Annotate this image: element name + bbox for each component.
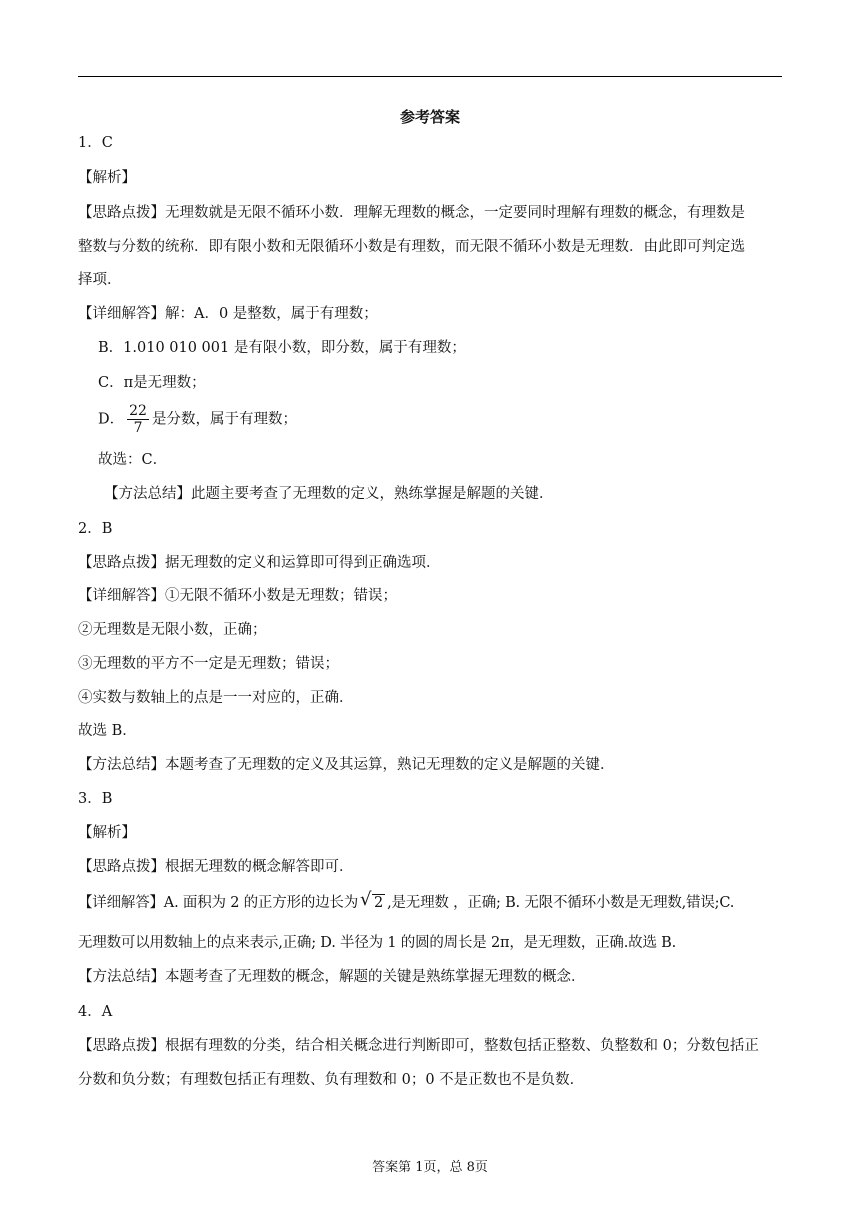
analysis-label: 【解析】 [78,170,136,186]
option-d-text: 是分数，属于有理数； [151,411,297,428]
text-line: 故选：C． [98,452,168,468]
fraction-denominator: 7 [133,420,143,436]
sqrt-radicand: 2 [374,895,384,911]
text-line: ④实数与数轴上的点是一一对应的，正确． [78,690,354,706]
option-d-line [98,403,297,436]
text-line: ③无理数的平方不一定是无理数；错误； [78,656,339,672]
text-line: 无理数可以用数轴上的点来表示,正确; D. 半径为 1 的圆的周长是 2π，是无理数，正确.故选 B. [78,935,677,951]
text-line: B．1.010 010 001 是有限小数，即分数，属于有理数； [98,340,466,356]
text-line: 择项． [78,272,122,288]
fraction-numerator: 22 [129,403,147,419]
text-line: 【方法总结】此题主要考查了无理数的定义，熟练掌握是解题的关键． [104,486,554,502]
answer-1: 1．C [78,135,113,151]
page-title: 参考答案 [399,108,460,126]
answer-4: 4．A [78,1004,113,1020]
fraction [127,403,149,436]
text-line: 【思路点拨】据无理数的定义和运算即可得到正确选项． [78,555,441,571]
text-line: 【方法总结】本题考查了无理数的定义及其运算，熟记无理数的定义是解题的关键． [78,757,615,773]
text-line: 整数与分数的统称．即有限小数和无限循环小数是有理数，而无限不循环小数是无理数．由此即可判定选 [78,239,745,255]
text-line: 【思路点拨】根据有理数的分类，结合相关概念进行判断即可，整数包括正整数、负整数和 0；分数包括正 [78,1038,759,1054]
text-line: 【思路点拨】无理数就是无限不循环小数．理解无理数的概念，一定要同时理解有理数的概念，有理数是 [78,205,745,221]
page-footer: 答案第 1页，总 8页 [372,1160,488,1175]
detail-line [78,893,734,913]
text-line: ②无理数是无限小数，正确； [78,622,267,638]
text-line: 【方法总结】本题考查了无理数的概念，解题的关键是熟练掌握无理数的概念． [78,969,586,985]
text-line: 【思路点拨】根据无理数的概念解答即可． [78,859,354,875]
detail-suffix: ,是无理数 ，正确; B. 无限不循环小数是无理数,错误;C. [387,895,735,911]
header-rule [78,76,782,77]
answer-3: 3．B [78,791,113,807]
text-line: 【详细解答】解：A．0 是整数，属于有理数； [78,306,378,322]
sqrt-symbol [360,893,385,913]
text-line: 故选 B． [78,723,137,739]
text-line: 【详细解答】①无限不循环小数是无理数；错误； [78,588,397,604]
option-d-prefix: D． [98,411,125,428]
text-line: C．π是无理数； [98,375,206,391]
analysis-label: 【解析】 [78,825,136,841]
answer-2: 2．B [78,521,113,537]
detail-prefix: 【详细解答】A. 面积为 2 的正方形的边长为 [78,895,359,911]
text-line: 分数和负分数；有理数包括正有理数、负有理数和 0；0 不是正数也不是负数． [78,1072,585,1088]
